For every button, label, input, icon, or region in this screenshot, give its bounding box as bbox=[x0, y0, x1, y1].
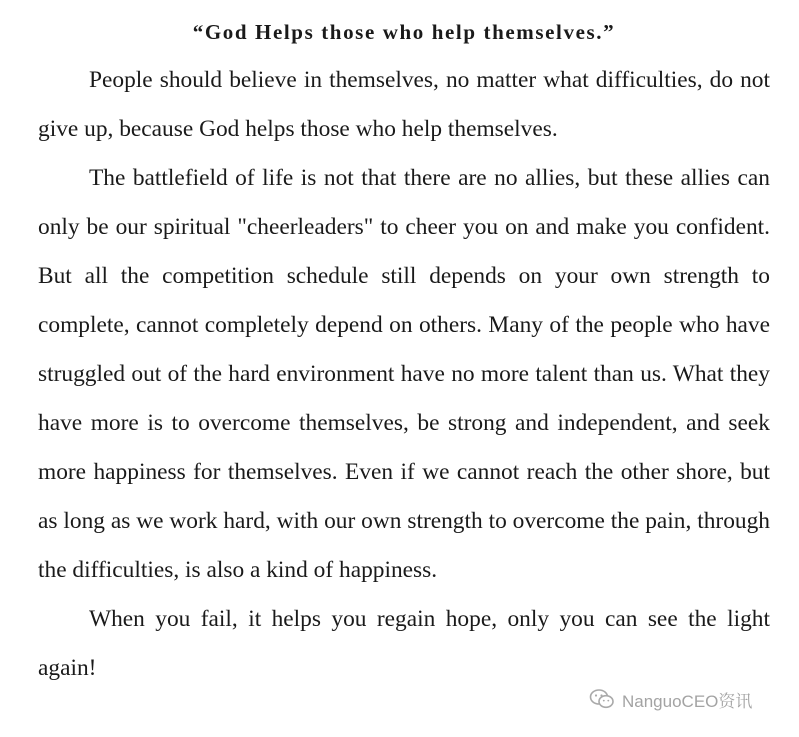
document-page bbox=[38, 8, 770, 693]
paragraph-3: When you fail, it helps you regain hope, only you can see the light again! bbox=[38, 606, 770, 681]
document-title: “God Helps those who help themselves.” bbox=[192, 20, 616, 44]
paragraph-1: People should believe in themselves, no matter what difficulties, do not give up, because God helps those who help themselves. bbox=[38, 67, 770, 142]
watermark-text: NanguoCEO资讯 bbox=[622, 691, 753, 711]
wechat-icon bbox=[589, 688, 615, 710]
paragraph-2: The battlefield of life is not that there are no allies, but these allies can only be our spiritual "cheerleaders" to cheer you on and make you confident. But all the competition schedule still depends on your own strength to complete, cannot completely depend on others. Many of the people who have struggled out of the hard environment have no more talent than us. What they have more is to overcome themselves, be strong and independent, and seek more happiness for themselves. Even if we cannot reach the other shore, but as long as we work hard, with our own strength to overcome the pain, through the difficulties, is also a kind of happiness. bbox=[38, 165, 770, 583]
watermark bbox=[589, 685, 752, 713]
